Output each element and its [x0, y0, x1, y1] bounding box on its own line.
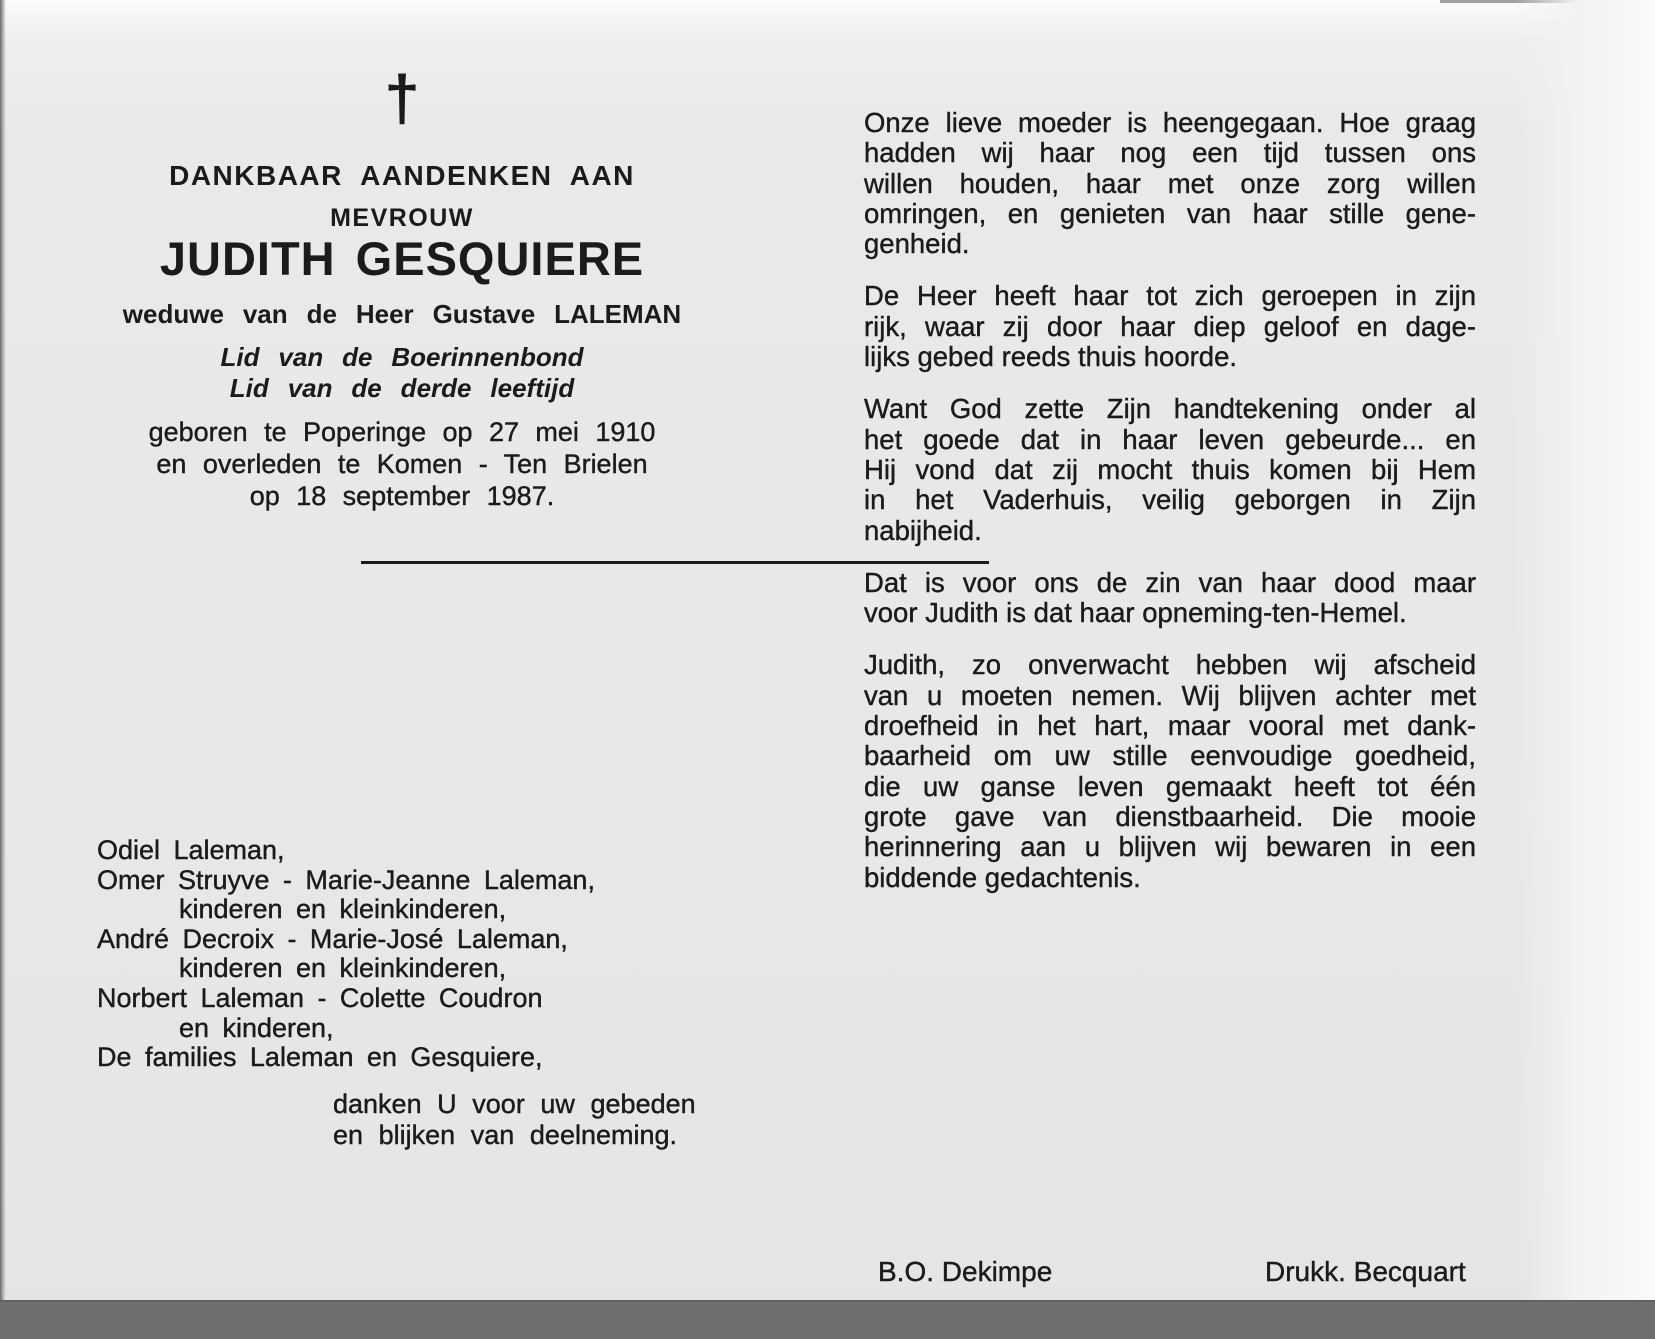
- paragraph-line: De Heer heeft haar tot zich geroepen in zijn: [864, 280, 1476, 312]
- paragraph-line: Hij vond dat zij mocht thuis komen bij Hem: [864, 453, 1476, 485]
- memorial-paragraph: [864, 650, 1476, 892]
- scanner-background-band: [0, 1300, 1655, 1339]
- family-line: en kinderen,: [179, 1012, 334, 1043]
- paragraph-line: rijk, waar zij door haar diep geloof en dage-: [864, 310, 1476, 342]
- footer-author: B.O. Dekimpe: [878, 1256, 1053, 1287]
- memorial-paragraph: [864, 108, 1476, 259]
- scan-left-edge: [0, 0, 6, 1303]
- paragraph-line: omringen, en genieten van haar stille gene-: [864, 197, 1476, 229]
- paragraph-line: willen houden, haar met onze zorg willen: [864, 167, 1476, 199]
- thanks-line: danken U voor uw gebeden: [333, 1089, 696, 1119]
- memorial-paragraph: [864, 281, 1476, 372]
- paragraph-line: van u moeten nemen. Wij blijven achter met: [864, 679, 1476, 711]
- paragraph-line: het goede dat in haar leven gebeurde... en: [864, 423, 1476, 455]
- paragraph-line: nabijheid.: [864, 514, 982, 546]
- footer-printer: Drukk. Becquart: [1265, 1256, 1466, 1287]
- paragraph-line: Onze lieve moeder is heengegaan. Hoe graag: [864, 107, 1476, 138]
- memorial-paragraph: [864, 394, 1476, 545]
- paragraph-line: Want God zette Zijn handtekening onder al: [864, 393, 1476, 425]
- paragraph-line: Dat is voor ons de zin van haar dood maar: [864, 566, 1476, 598]
- family-line: Norbert Laleman - Colette Coudron: [97, 982, 543, 1013]
- scan-right-band: [1515, 0, 1655, 1303]
- death-place-line: en overleden te Komen - Ten Brielen: [156, 449, 648, 479]
- title-line: MEVROUW: [330, 204, 474, 232]
- family-line: kinderen en kleinkinderen,: [179, 953, 507, 984]
- family-line: André Decroix - Marie-José Laleman,: [97, 923, 568, 954]
- membership-line: Lid van de derde leeftijd: [229, 373, 575, 403]
- paragraph-line: hadden wij haar nog een tijd tussen ons: [864, 137, 1476, 169]
- membership-line: Lid van de Boerinnenbond: [220, 342, 584, 372]
- family-line: Odiel Laleman,: [97, 835, 285, 865]
- family-line: Omer Struyve - Marie-Jeanne Laleman,: [97, 864, 595, 895]
- paragraph-line: genheid.: [864, 228, 970, 260]
- paragraph-line: herinnering aan u blijven wij bewaren in een: [864, 831, 1476, 863]
- death-date-line: op 18 september 1987.: [249, 481, 555, 511]
- family-line: kinderen en kleinkinderen,: [179, 894, 507, 925]
- paragraph-line: in het Vaderhuis, veilig geborgen in Zijn: [864, 484, 1476, 516]
- family-list: [97, 836, 717, 1073]
- birth-line: geboren te Poperinge op 27 mei 1910: [148, 417, 656, 447]
- paragraph-line: Judith, zo onverwacht hebben wij afscheid: [864, 649, 1476, 681]
- paragraph-line: lijks gebed reeds thuis hoorde.: [864, 341, 1238, 373]
- left-column: [88, 0, 716, 700]
- paragraph-line: droefheid in het hart, maar vooral met dank-: [864, 710, 1476, 742]
- paragraph-line: baarheid om uw stille eenvoudige goedheid,: [864, 740, 1476, 772]
- deceased-name: JUDITH GESQUIERE: [159, 232, 645, 285]
- paragraph-line: voor Judith is dat haar opneming-ten-Hemel.: [864, 597, 1407, 629]
- memorial-paragraph: [864, 568, 1476, 629]
- thanks-block: [333, 1089, 696, 1151]
- paragraph-line: die uw ganse leven gemaakt heeft tot één: [864, 770, 1476, 802]
- right-column: [864, 108, 1476, 915]
- paragraph-line: grote gave van dienstbaarheid. Die mooie: [864, 800, 1476, 832]
- intro-line: DANKBAAR AANDENKEN AAN: [169, 160, 635, 191]
- family-line: De families Laleman en Gesquiere,: [97, 1042, 543, 1073]
- cross-icon: †: [384, 62, 420, 134]
- paragraph-line: biddende gedachtenis.: [864, 861, 1141, 893]
- thanks-line: en blijken van deelneming.: [333, 1120, 678, 1150]
- widow-line: weduwe van de Heer Gustave LALEMAN: [122, 299, 682, 329]
